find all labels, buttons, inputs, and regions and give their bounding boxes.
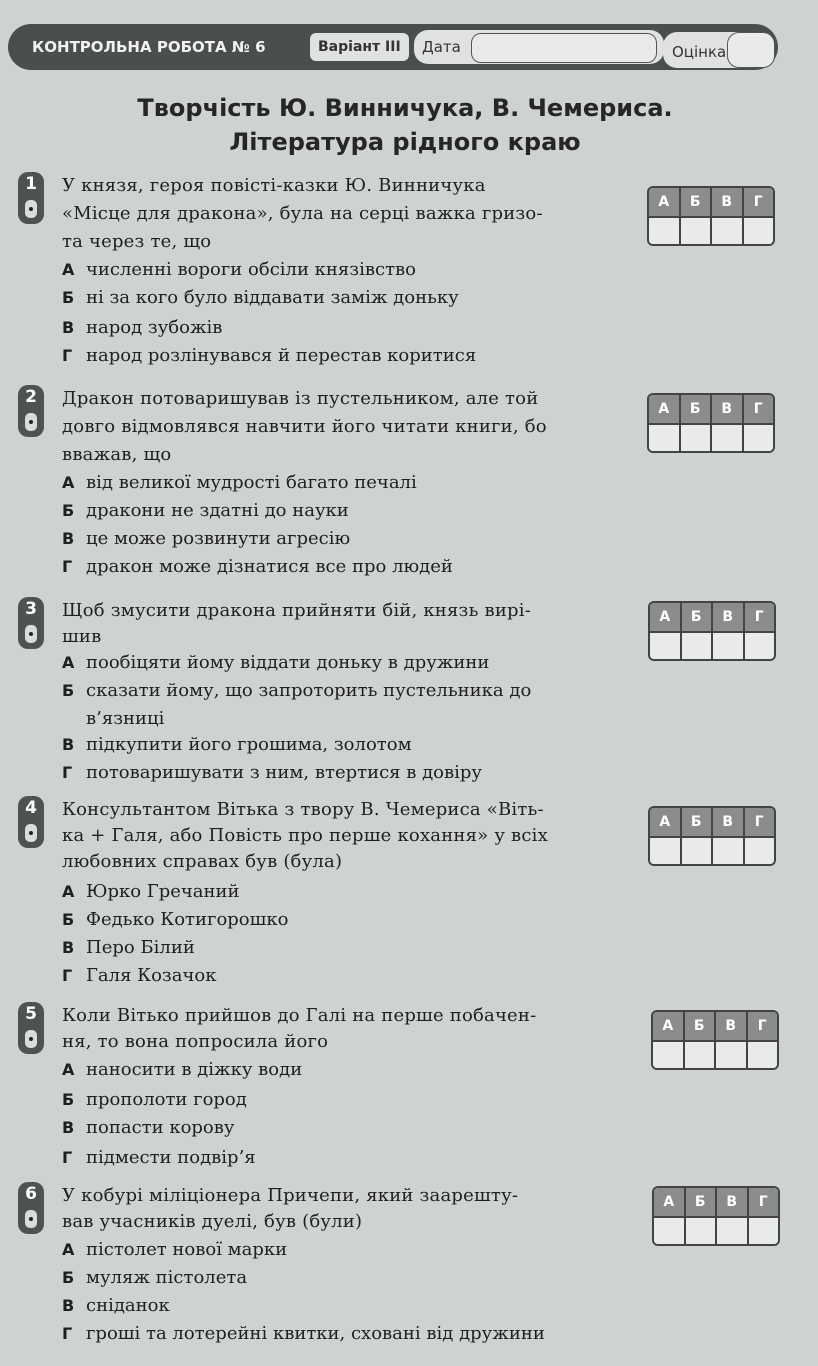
- answer-grid: [647, 393, 775, 453]
- option-c: В народ зубожів: [62, 317, 223, 338]
- grid-header-d: Г: [754, 609, 764, 625]
- answer-cell-d[interactable]: [745, 838, 775, 866]
- question-text-line: вав учасників дуелі, був (були): [62, 1211, 363, 1232]
- answer-cell-c[interactable]: [716, 1042, 748, 1070]
- answer-cell-a[interactable]: [650, 838, 682, 866]
- question-number-badge: 4: [18, 796, 44, 848]
- grid-header-c: В: [712, 188, 744, 216]
- grid-header-d: Г: [753, 401, 763, 417]
- option-c: В це може розвинути агресію: [62, 528, 351, 549]
- option-b: Б ні за кого було віддавати заміж доньку: [62, 287, 459, 308]
- grid-header-a: А: [650, 808, 682, 836]
- answer-grid: [648, 601, 776, 661]
- answer-cell-a[interactable]: [653, 1042, 685, 1070]
- grid-header-d: Г: [758, 1194, 768, 1210]
- answer-cell-a[interactable]: [654, 1218, 686, 1246]
- answer-cell-c[interactable]: [713, 633, 745, 661]
- answer-cell-b[interactable]: [681, 425, 713, 453]
- answer-cell-d[interactable]: [744, 425, 774, 453]
- answer-cell-c[interactable]: [712, 425, 744, 453]
- date-field[interactable]: [471, 33, 657, 63]
- answer-grid: [648, 806, 776, 866]
- option-d: Г народ розлінувався й перестав коритися: [62, 345, 477, 366]
- grid-header-a: А: [650, 603, 682, 631]
- page-title-line-2: Література рідного краю: [229, 128, 581, 156]
- grid-header-b: Б: [681, 395, 713, 423]
- difficulty-dot-icon: [25, 1210, 37, 1228]
- option-b: Б дракони не здатні до науки: [62, 500, 349, 521]
- question-text-line: любовних справах був (була): [62, 851, 343, 872]
- difficulty-dot-icon: [25, 200, 37, 218]
- grid-header-c: В: [713, 603, 745, 631]
- grade-field[interactable]: [727, 32, 775, 68]
- answer-cell-b[interactable]: [685, 1042, 717, 1070]
- difficulty-dot-icon: [25, 625, 37, 643]
- answer-cell-c[interactable]: [712, 218, 744, 246]
- grid-header-b: Б: [681, 188, 713, 216]
- option-d: Г потоваришувати з ним, втертися в довіру: [62, 762, 483, 783]
- option-a: А численні вороги обсіли князівство: [62, 259, 417, 280]
- difficulty-dot-icon: [25, 1030, 37, 1048]
- answer-cell-d[interactable]: [744, 218, 774, 246]
- question-text-line: ка + Галя, або Повість про перше кохання» у всіх: [62, 825, 548, 846]
- question-number-badge: 5: [18, 1002, 44, 1054]
- grid-header-d: Г: [754, 814, 764, 830]
- answer-cell-c[interactable]: [717, 1218, 749, 1246]
- question-text-line: У князя, героя повісті-казки Ю. Винничука: [62, 175, 486, 196]
- question-text-line: «Місце для дракона», була на серці важка гризо-: [62, 203, 543, 224]
- option-c: В Перо Білий: [62, 937, 195, 958]
- grid-header-c: В: [716, 1012, 748, 1040]
- page-title-line-1: Творчість Ю. Винничука, В. Чемериса.: [137, 94, 673, 122]
- option-c: В сніданок: [62, 1295, 170, 1316]
- option-b: Б сказати йому, що запроторить пустельника до в’язниці: [62, 680, 532, 729]
- test-header-bar: [8, 24, 778, 70]
- grid-header-b: Б: [682, 603, 714, 631]
- grid-header-a: А: [653, 1012, 685, 1040]
- grid-header-d: Г: [753, 194, 763, 210]
- answer-cell-b[interactable]: [682, 633, 714, 661]
- variant-label: Варіант III: [310, 33, 409, 61]
- grid-header-a: А: [649, 188, 681, 216]
- question-text-line: Консультантом Вітька з твору В. Чемериса «Віть-: [62, 799, 544, 820]
- question-number-badge: 6: [18, 1182, 44, 1234]
- question-text-line: довго відмовлявся навчити його читати книги, бо: [62, 416, 547, 437]
- grid-header-b: Б: [686, 1188, 718, 1216]
- grid-header-b: Б: [682, 808, 714, 836]
- option-a: А від великої мудрості багато печалі: [62, 472, 417, 493]
- answer-grid: [652, 1186, 780, 1246]
- question-text-line: Дракон потоваришував із пустельником, але той: [62, 388, 539, 409]
- grid-header-a: А: [649, 395, 681, 423]
- answer-cell-d[interactable]: [748, 1042, 778, 1070]
- grid-header-a: А: [654, 1188, 686, 1216]
- option-c: В попасти корову: [62, 1117, 235, 1138]
- option-b: Б муляж пістолета: [62, 1267, 248, 1288]
- difficulty-dot-icon: [25, 824, 37, 842]
- answer-cell-d[interactable]: [749, 1218, 779, 1246]
- answer-cell-b[interactable]: [682, 838, 714, 866]
- answer-grid: [647, 186, 775, 246]
- option-c: В підкупити його грошима, золотом: [62, 734, 412, 755]
- question-text-line: ня, то вона попросила його: [62, 1031, 329, 1052]
- option-a: А пістолет нової марки: [62, 1239, 288, 1260]
- option-a: А наносити в діжку води: [62, 1059, 303, 1080]
- question-text-line: та через те, що: [62, 231, 212, 252]
- answer-cell-a[interactable]: [650, 633, 682, 661]
- answer-cell-a[interactable]: [649, 425, 681, 453]
- question-text-line: шив: [62, 626, 102, 647]
- grid-header-b: Б: [685, 1012, 717, 1040]
- answer-cell-b[interactable]: [686, 1218, 718, 1246]
- question-text-line: У кобурі міліціонера Причепи, який заарешту-: [62, 1185, 519, 1206]
- answer-cell-b[interactable]: [681, 218, 713, 246]
- option-d: Г Галя Козачок: [62, 965, 217, 986]
- date-label: Дата: [422, 38, 461, 56]
- question-text-line: Щоб змусити дракона прийняти бій, князь вирі-: [62, 600, 531, 621]
- option-b: Б Федько Котигорошко: [62, 909, 289, 930]
- question-text-line: вважав, що: [62, 444, 172, 465]
- option-d: Г гроші та лотерейні квитки, сховані від дружини: [62, 1323, 545, 1344]
- grid-header-c: В: [712, 395, 744, 423]
- option-d: Г дракон може дізнатися все про людей: [62, 556, 453, 577]
- answer-grid: [651, 1010, 779, 1070]
- option-a: А Юрко Гречаний: [62, 881, 240, 902]
- grid-header-d: Г: [757, 1018, 767, 1034]
- answer-cell-a[interactable]: [649, 218, 681, 246]
- grid-header-c: В: [717, 1188, 749, 1216]
- option-b: Б прополоти город: [62, 1089, 247, 1110]
- grid-header-c: В: [713, 808, 745, 836]
- question-number-badge: 3: [18, 597, 44, 649]
- test-title-label: КОНТРОЛЬНА РОБОТА № 6: [32, 38, 266, 56]
- difficulty-dot-icon: [25, 413, 37, 431]
- question-number-badge: 1: [18, 172, 44, 224]
- question-number-badge: 2: [18, 385, 44, 437]
- question-text-line: Коли Вітько прийшов до Галі на перше побачен-: [62, 1005, 537, 1026]
- answer-cell-c[interactable]: [713, 838, 745, 866]
- option-a: А пообіцяти йому віддати доньку в дружини: [62, 652, 490, 673]
- option-d: Г підмести подвір’я: [62, 1147, 256, 1168]
- answer-cell-d[interactable]: [745, 633, 775, 661]
- grade-label: Оцінка: [672, 43, 727, 61]
